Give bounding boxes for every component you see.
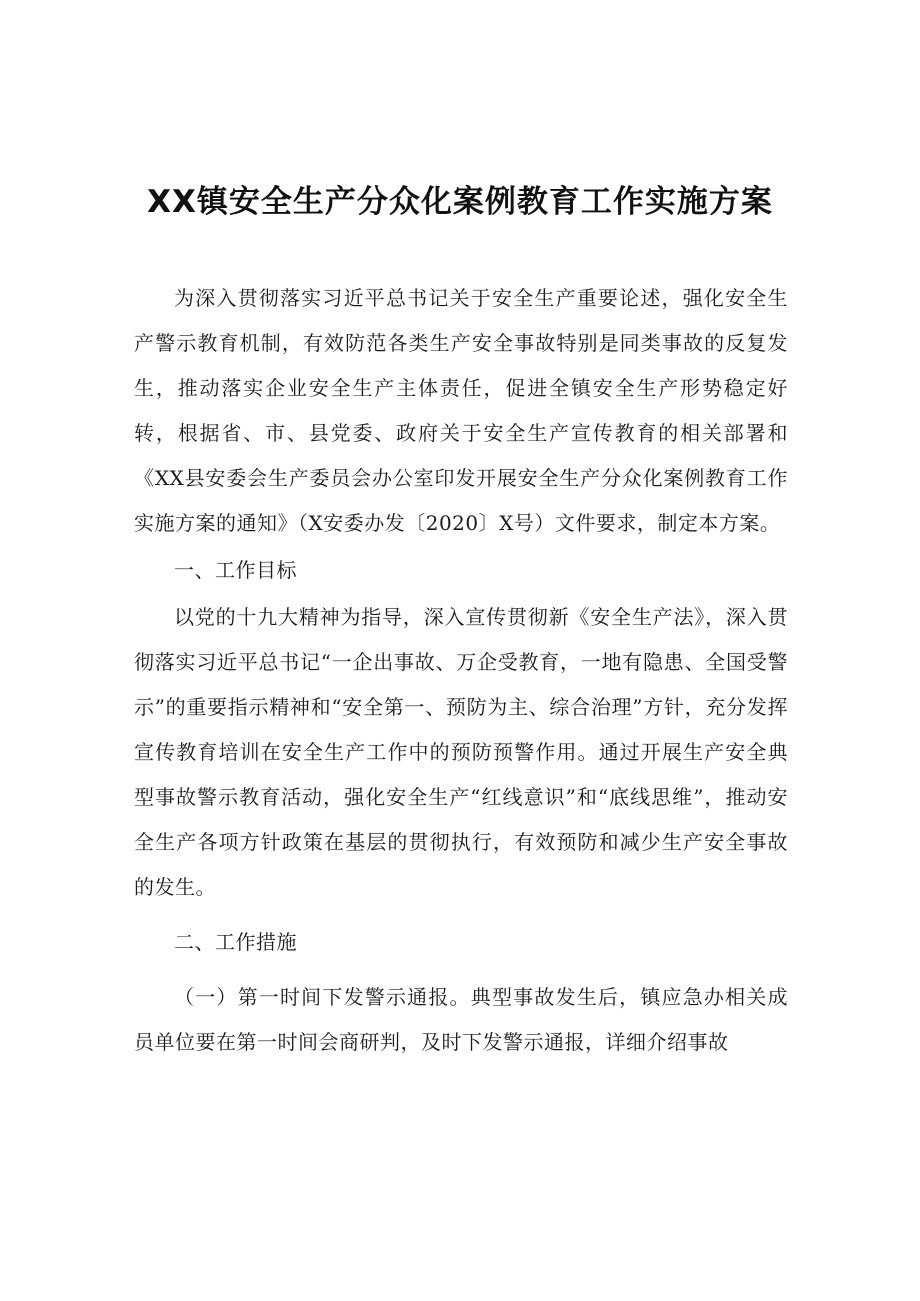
intro-paragraph: 为深入贯彻落实习近平总书记关于安全生产重要论述，强化安全生产警示教育机制，有效防范各类生产安全事故特别是同类事故的反复发生，推动落实企业安全生产主体责任，促进全镇安全生产形势稳定好转，根据省、市、县党委、政府关于安全生产宣传教育的相关部署和《XX县安委会生产委员会办公室印发开展安全生产分众化案例教育工作实施方案的通知》（X安委办发〔2020〕X号）文件要求，制定本方案。 <box>134 286 788 535</box>
measures-item-1-paragraph: （一）第一时间下发警示通报。典型事故发生后，镇应急办相关成员单位要在第一时间会商研判，及时下发警示通报，详细介绍事故 <box>134 985 788 1054</box>
goals-paragraph: 以党的十九大精神为指导，深入宣传贯彻新《安全生产法》，深入贯彻落实习近平总书记“一企出事故、万企受教育，一地有隐患、全国受警示”的重要指示精神和“安全第一、预防为主、综合治理”方针，充分发挥宣传教育培训在安全生产工作中的预防预警作用。通过开展生产安全典型事故警示教育活动，强化安全生产“红线意识”和“底线思维”，推动安全生产各项方针政策在基层的贯彻执行，有效预防和减少生产安全事故的发生。 <box>134 605 788 899</box>
document-body <box>134 276 788 1065</box>
section-heading-measures: 二、工作措施 <box>174 930 297 954</box>
document-title: XX镇安全生产分众化案例教育工作实施方案 <box>147 184 773 220</box>
section-heading-goals: 一、工作目标 <box>174 558 297 582</box>
